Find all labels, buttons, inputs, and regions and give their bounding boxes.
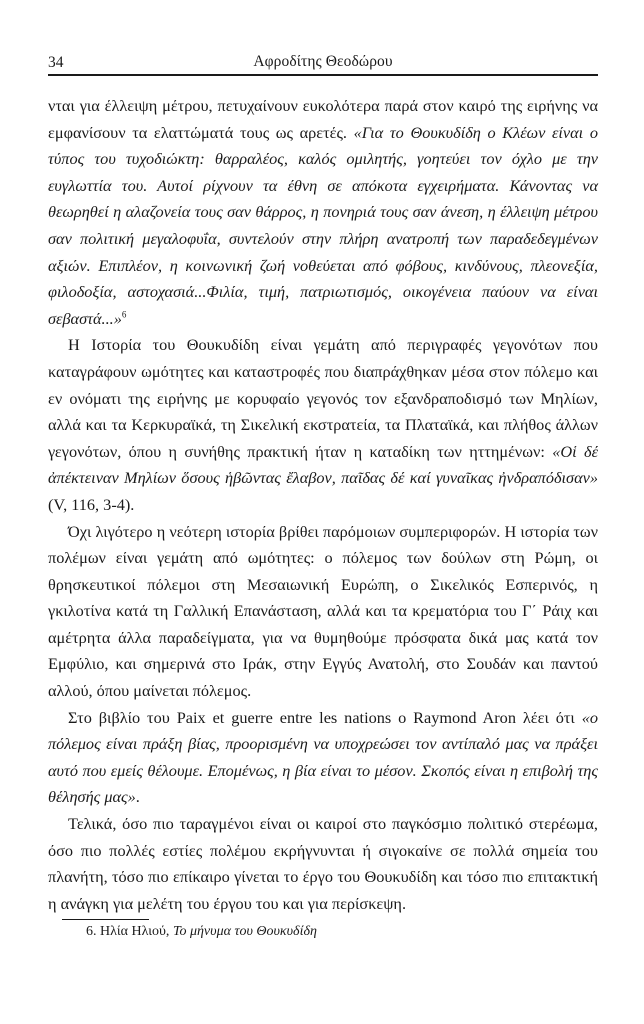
paragraph-continuation <box>48 93 598 332</box>
paragraph-text: νται για έλλειψη μέτρου, πετυχαίνουν ευκολότερα παρά στον καιρό της ειρήνης να εμφανίσουν τα ελαττώματά τους ως αρετές. <box>48 96 598 142</box>
paragraph-text: Η Ιστορία του Θουκυδίδη είναι γεμάτη από περιγραφές γεγονότων που καταγράφουν ωμότητες και καταστροφές που διαπράχθηκαν μέσα στον πόλεμο και εν ονόματι της ειρήνης με κορυφαίο γεγονός τον εξανδραποδισμό των Μηλίων, αλλά και τα Κερκυραϊκά, τη Σικελική εκστρατεία, τα Πλαταϊκά, και πλήθος άλλων γεγονότων, όπου η συνήθης πρακτική ήταν η καταδίκη των ηττημένων: <box>48 335 598 461</box>
paragraph-thucydides-history <box>48 332 598 518</box>
footnote-divider <box>62 919 149 920</box>
running-head <box>48 50 598 76</box>
paragraph-end: . <box>135 787 140 807</box>
paragraph-text: Στο βιβλίο του Paix et guerre entre les nations ο Raymond Aron λέει ότι <box>68 707 582 727</box>
body-text <box>48 93 598 917</box>
paragraph-conclusion <box>48 811 598 917</box>
footnote-title: Το μήνυμα του Θουκυδίδη <box>172 924 317 939</box>
running-title: Αφροδίτης Θεοδώρου <box>253 53 393 70</box>
cleon-quote: «Για το Θουκυδίδη ο Κλέων είναι ο τύπος του τυχοδιώκτη: θαρραλέος, καλός ομιλητής, γοητεύει τον όχλο με την ευγλωττία του. Αυτοί ρίχνουν τα έθνη σε απόκοτα εγχειρήματα. Κάνοντας να θεωρηθεί η αλαζονεία τους σαν θάρρος, η πονηριά τους σαν άνεση, η έλλειψη μέτρου σαν πολιτική μεγαλοφυΐα, συντελούν στην πλήρη ανατροπή των παραδεδεγμένων αξιών. Επιπλέον, η κοινωνική ζωή νοθεύεται από φόβους, κινδύνους, πλεονεξία, φιλοδοξία, αστοχασιά...Φιλία, τιμή, πατριωτισμός, οικογένεια παύουν να είναι σεβαστά...» <box>48 122 598 328</box>
footnote <box>86 922 317 942</box>
page-number: 34 <box>48 54 64 71</box>
paragraph-text: Τελικά, όσο πιο ταραγμένοι είναι οι καιροί στο παγκόσμιο πολιτικό στερέωμα, όσο πιο πολλές εστίες πολέμου εκρήγνυνται ή σιγοκαίνε σε πολλά σημεία του πλανήτη, τόσο πιο επίκαιρο γίνεται το έργο του Θουκυδίδη και τόσο πιο επιτακτική η ανάγκη για μελέτη του έργου του και για περίσκεψη. <box>48 814 598 913</box>
book-page <box>48 0 598 1024</box>
paragraph-modern-history <box>48 519 598 705</box>
melian-quote: «Οἱ δέ ἀπέκτειναν Μηλίων ὅσους ἡβῶντας ἔλαβον, παῖδας δέ καί γυναῖκας ἠνδραπόδισαν» <box>48 441 598 488</box>
footnote-number: 6. <box>86 924 97 939</box>
paragraph-text: Όχι λιγότερο η νεότερη ιστορία βρίθει παρόμοιων συμπεριφορών. Η ιστορία των πολέμων είναι γεμάτη από ωμότητες: ο πόλεμος των δούλων στη Ρώμη, οι θρησκευτικοί πόλεμοι στη Μεσαιωνική Ευρώπη, ο Σικελικός Εσπερινός, η γκιλοτίνα κατά τη Γαλλική Επανάσταση, αλλά και τα κρεματόρια του Γ΄ Ράιχ και αμέτρητα άλλα παραδείγματα, για να θυμηθούμε πρόσφατα δικά μας κατά τον Εμφύλιο, και σημερινά στο Ιράκ, στην Εγγύς Ανατολή, στο Σουδάν και παντού αλλού, όπου μαίνεται πόλεμος. <box>48 521 598 701</box>
footnote-author: Ηλία Ηλιού, <box>96 924 173 939</box>
citation: (V, 116, 3-4). <box>48 494 135 514</box>
aron-quote: «ο πόλεμος είναι πράξη βίας, προορισμένη να υποχρεώσει τον αντίπαλό μας να πράξει αυτό που εμείς θέλουμε. Επομένως, η βία είναι το μέσον. Σκοπός είναι η επιβολή της θέλησής μας» <box>48 707 598 807</box>
footnote-reference[interactable]: 6 <box>121 309 127 320</box>
paragraph-aron <box>48 705 598 811</box>
